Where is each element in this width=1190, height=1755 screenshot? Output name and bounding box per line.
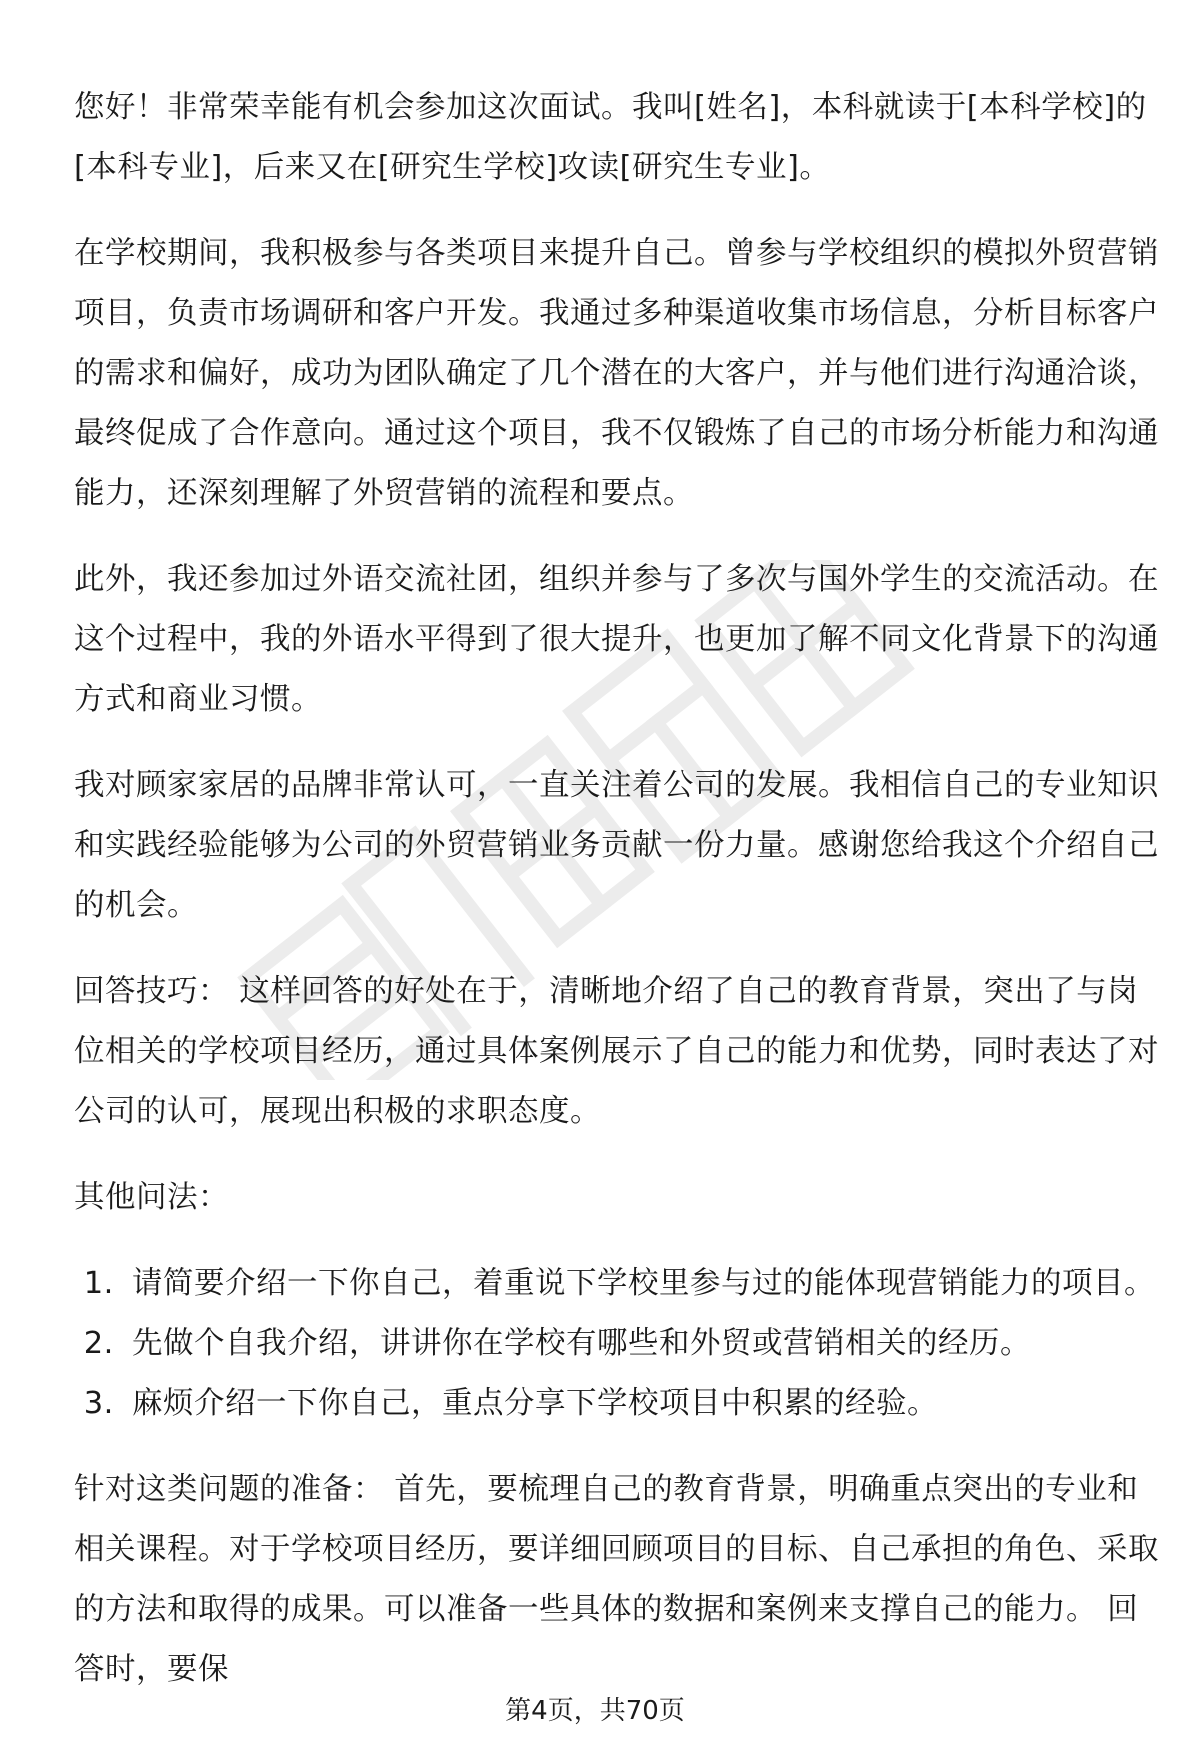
other-questions-header: 其他问法： <box>74 1180 229 1215</box>
paragraph-tips: 回答技巧： 这样回答的好处在于，清晰地介绍了自己的教育背景，突出了与岗位相关的学校项目经历，通过具体案例展示了自己的能力和优势，同时表达了对公司的认可，展现出积极的求职态度。 <box>74 974 1159 1129</box>
paragraph-school-projects: 在学校期间，我积极参与各类项目来提升自己。曾参与学校组织的模拟外贸营销项目，负责市场调研和客户开发。我通过多种渠道收集市场信息，分析目标客户的需求和偏好，成功为团队确定了几个潜在的大客户，并与他们进行沟通洽谈，最终促成了合作意向。通过这个项目，我不仅锻炼了自己的市场分析能力和沟通能力，还深刻理解了外贸营销的流程和要点。 <box>74 236 1159 511</box>
list-item: 1. 请简要介绍一下你自己，着重说下学校里参与过的能体现营销能力的项目。 <box>124 1254 1164 1314</box>
other-questions-list <box>74 1254 1164 1434</box>
paragraph-club: 此外，我还参加过外语交流社团，组织并参与了多次与国外学生的交流活动。在这个过程中，我的外语水平得到了很大提升，也更加了解不同文化背景下的沟通方式和商业习惯。 <box>74 562 1159 717</box>
paragraph-preparation: 针对这类问题的准备： 首先，要梳理自己的教育背景，明确重点突出的专业和相关课程。对于学校项目经历，要详细回顾项目的目标、自己承担的角色、采取的方法和取得的成果。可以准备一些具体的数据和案例来支撑自己的能力。 回答时，要保 <box>74 1472 1159 1687</box>
paragraph-company: 我对顾家家居的品牌非常认可，一直关注着公司的发展。我相信自己的专业知识和实践经验能够为公司的外贸营销业务贡献一份力量。感谢您给我这个介绍自己的机会。 <box>74 768 1159 923</box>
list-item: 2. 先做个自我介绍，讲讲你在学校有哪些和外贸或营销相关的经历。 <box>124 1314 1164 1374</box>
paragraph-intro: 您好！非常荣幸能有机会参加这次面试。我叫[姓名]，本科就读于[本科学校]的[本科专业]，后来又在[研究生学校]攻读[研究生专业]。 <box>74 90 1147 185</box>
page-number: 第4页，共70页 <box>505 1696 685 1726</box>
list-item: 3. 麻烦介绍一下你自己，重点分享下学校项目中积累的经验。 <box>124 1374 1164 1434</box>
document-body <box>74 78 1164 1726</box>
